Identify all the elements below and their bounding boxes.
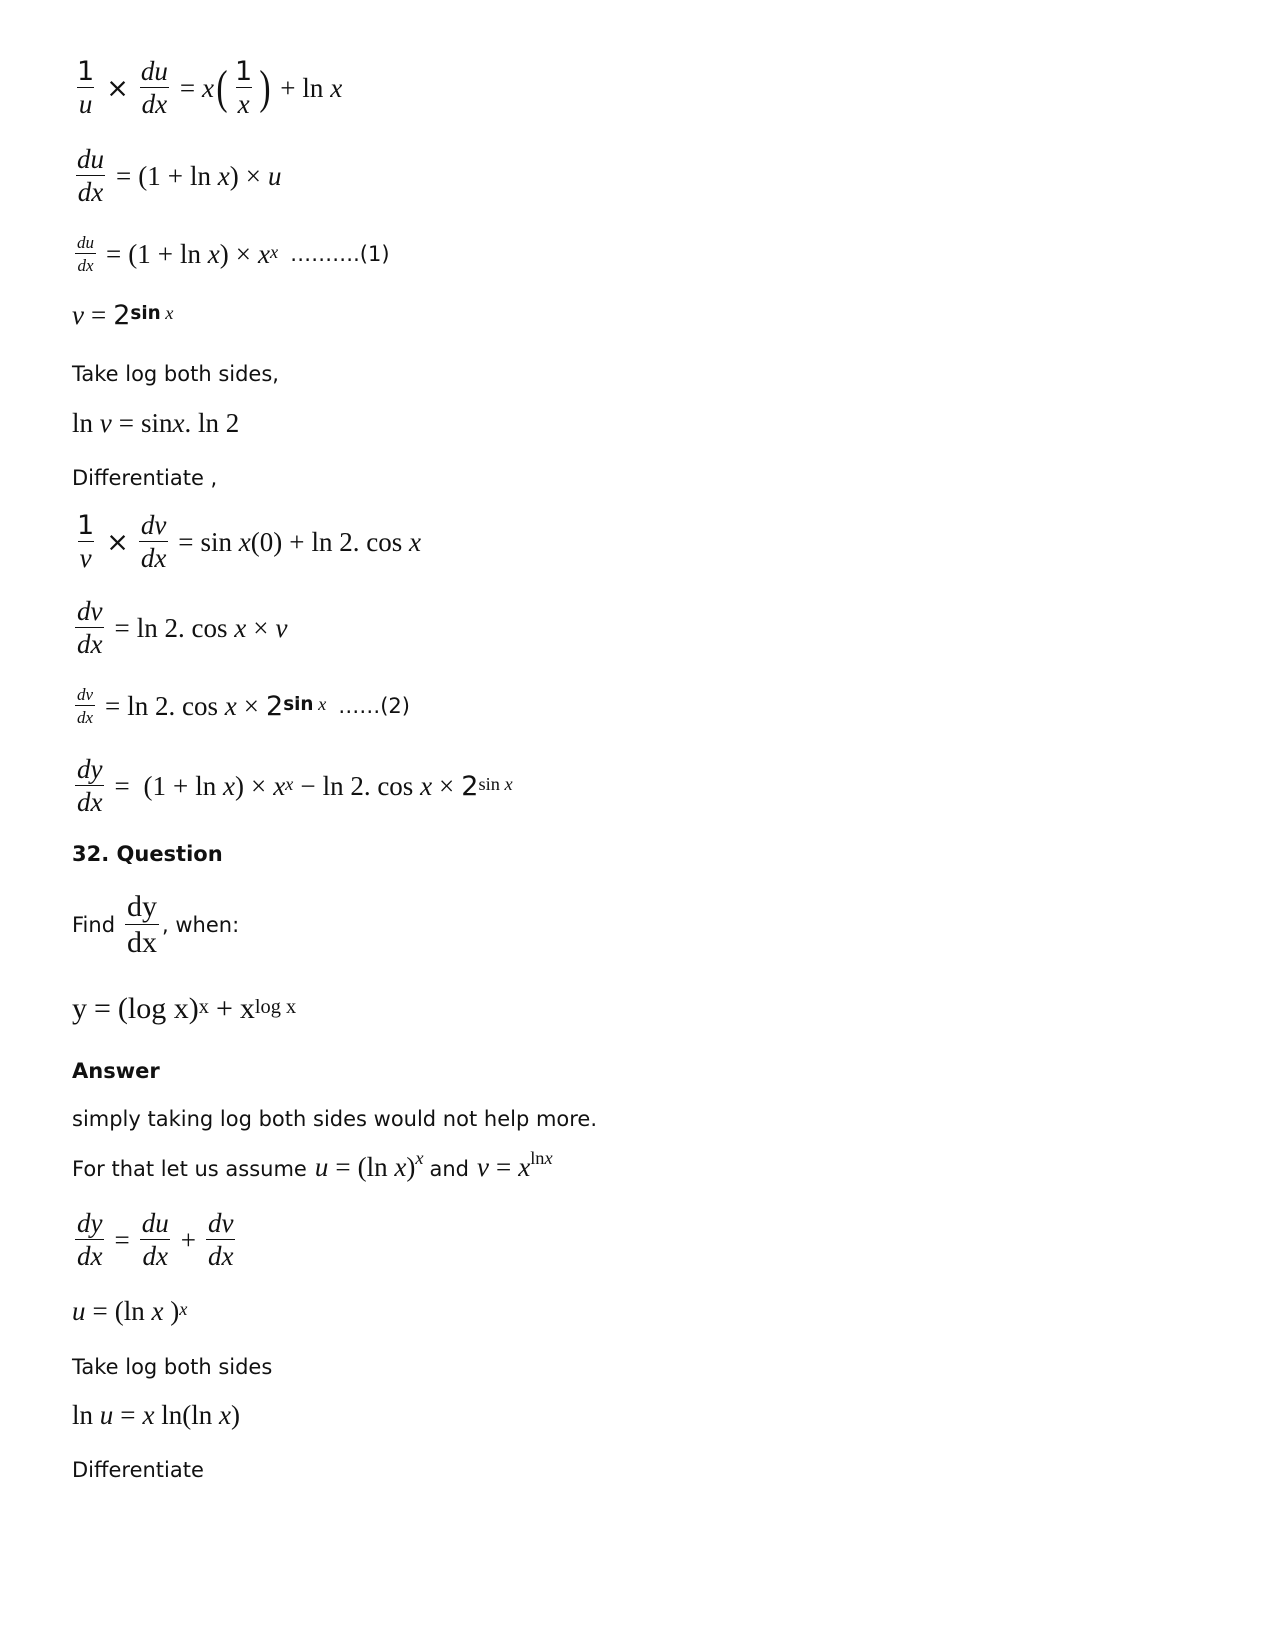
v-symbol: v bbox=[72, 300, 84, 330]
assume-label: For that let us assume bbox=[72, 1157, 307, 1181]
text-differentiate-2: Differentiate bbox=[72, 1458, 204, 1482]
fraction: $\frac{du}{dx}$ bbox=[77, 144, 104, 207]
fraction: $\frac{1}{x}$ bbox=[235, 56, 253, 119]
fraction: $\frac{dv}{dx}$ bbox=[140, 510, 167, 573]
equation-ln-u: ln u = x ln(ln x ) bbox=[72, 1400, 240, 1430]
fraction: $\frac{dy}{dx}$ bbox=[127, 890, 158, 959]
text-take-log-1: Take log both sides, bbox=[72, 362, 279, 386]
equation-u-def: u = (ln x ) x bbox=[72, 1296, 188, 1326]
equation-du-3: $\frac{du}{dx}$ = (1 + ln x ) × x x ……….(1) bbox=[77, 233, 390, 275]
fraction: $\frac{1}{v}$ bbox=[77, 510, 95, 573]
answer-assume-line: For that let us assume u = (ln x)$^x$ and $v = x^{lnx}$ bbox=[72, 1148, 553, 1182]
equation-dy-result: $\frac{dy}{dx}$ = (1 + ln x ) × x x − ln 2. cos x × 2 sin x bbox=[77, 754, 513, 817]
text-differentiate-1: Differentiate , bbox=[72, 466, 218, 490]
equation-du-2: $\frac{du}{dx}$ = (1 + ln x ) × u bbox=[77, 144, 282, 207]
fraction: $\frac{dy}{dx}$ bbox=[77, 1208, 103, 1271]
equation-dv-3: $\frac{dv}{dx}$ = ln 2. cos x × 2 sin x ……(2) bbox=[77, 685, 410, 727]
question-heading: 32. Question bbox=[72, 842, 223, 866]
answer-heading: Answer bbox=[72, 1059, 160, 1083]
fraction: $\frac{du}{dx}$ bbox=[141, 1208, 169, 1271]
fraction: $\frac{du}{dx}$ bbox=[77, 233, 94, 275]
equation-dv-1: $\frac{1}{v}$ × $\frac{dv}{dx}$ = sin x (0) + ln 2. cos x bbox=[77, 510, 421, 573]
fraction: $\frac{dy}{dx}$ bbox=[77, 754, 103, 817]
and-label: and bbox=[429, 1157, 469, 1181]
question-equation: y = (log x) x + x log x bbox=[72, 992, 297, 1025]
find-label: Find bbox=[72, 913, 116, 937]
fraction: $\frac{du}{dx}$ bbox=[140, 56, 168, 119]
when-label: , when: bbox=[162, 913, 240, 937]
answer-paragraph-1: simply taking log both sides would not help more. bbox=[72, 1107, 598, 1131]
equation-tag-1: ……….(1) bbox=[290, 242, 390, 266]
fraction: $\frac{dv}{dx}$ bbox=[77, 685, 94, 727]
equation-sum-rule: $\frac{dy}{dx}$ = $\frac{du}{dx}$ + $\frac{dv}{dx}$ bbox=[77, 1208, 234, 1271]
equation-dv-2: $\frac{dv}{dx}$ = ln 2. cos x × v bbox=[77, 596, 288, 659]
equation-v-def: v = 2 sin x bbox=[72, 300, 174, 331]
equation-du-1: $\frac{1}{u}$ × $\frac{du}{dx}$ = x ( $\frac{1}{x}$ ) + ln x bbox=[77, 56, 343, 119]
fraction: $\frac{dv}{dx}$ bbox=[77, 596, 103, 659]
question-find-line bbox=[72, 892, 239, 958]
equation-tag-2: ……(2) bbox=[338, 694, 410, 718]
text-take-log-2: Take log both sides bbox=[72, 1355, 273, 1379]
fraction: $\frac{dv}{dx}$ bbox=[207, 1208, 234, 1271]
equation-ln-v: ln v = sin x . ln 2 bbox=[72, 408, 240, 438]
fraction: $\frac{1}{u}$ bbox=[77, 56, 95, 119]
